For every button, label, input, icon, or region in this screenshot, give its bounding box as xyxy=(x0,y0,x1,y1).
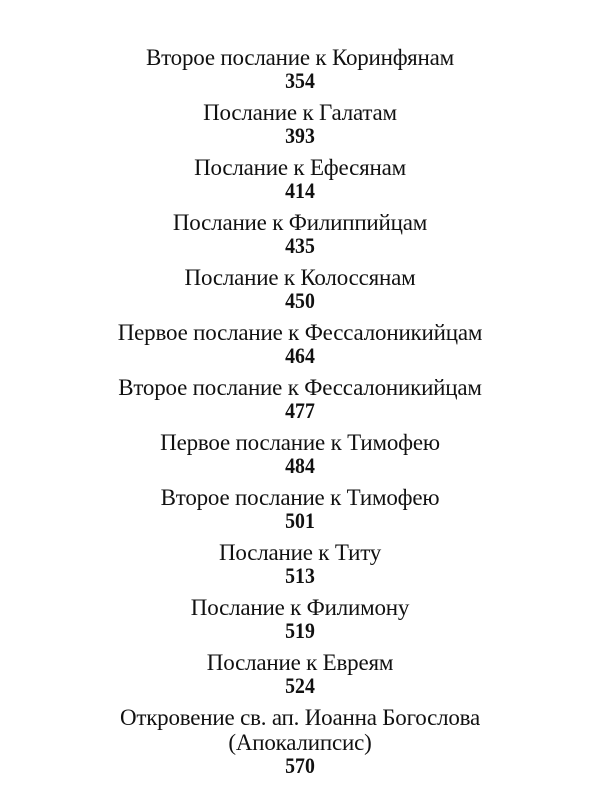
toc-entry xyxy=(0,595,600,642)
toc-entry-page: 570 xyxy=(285,753,315,778)
toc-entry-page: 524 xyxy=(285,673,315,698)
toc-entry-page: 435 xyxy=(285,233,315,258)
toc-entry-title: Послание к Галатам xyxy=(203,100,397,125)
toc-entry-page: 464 xyxy=(285,343,315,368)
toc-entry-title: Послание к Филиппийцам xyxy=(172,210,428,235)
toc-entry xyxy=(0,375,600,422)
toc-entry xyxy=(0,265,600,312)
toc-entry-page: 414 xyxy=(285,178,315,203)
toc-entry-title: Послание к Титу xyxy=(218,540,382,565)
toc-entry-title: Второе послание к Тимофею xyxy=(160,485,440,510)
toc-entry xyxy=(0,705,600,777)
toc-entry-page: 354 xyxy=(285,68,315,93)
toc-entry xyxy=(0,155,600,202)
toc-entry-page: 477 xyxy=(285,398,315,423)
table-of-contents xyxy=(0,45,600,785)
toc-entry-page: 484 xyxy=(285,453,315,478)
toc-entry xyxy=(0,320,600,367)
toc-entry-page: 519 xyxy=(285,618,315,643)
toc-entry-title: Послание к Филимону xyxy=(190,595,410,620)
toc-entry-page: 501 xyxy=(285,508,315,533)
toc-entry-title: Первое послание к Тимофею xyxy=(160,430,440,455)
toc-entry xyxy=(0,210,600,257)
toc-entry-page: 513 xyxy=(285,563,315,588)
toc-entry xyxy=(0,650,600,697)
toc-entry xyxy=(0,430,600,477)
toc-entry-title: Послание к Колоссянам xyxy=(184,265,416,290)
toc-entry-title: Первое послание к Фессалоникийцам xyxy=(117,320,483,345)
toc-entry xyxy=(0,100,600,147)
toc-entry xyxy=(0,540,600,587)
toc-entry-title: Откровение св. ап. Иоанна Богослова xyxy=(119,705,481,730)
toc-entry-page: 393 xyxy=(285,123,315,148)
toc-entry-title: Второе послание к Коринфянам xyxy=(145,45,455,70)
toc-entry xyxy=(0,485,600,532)
toc-entry xyxy=(0,45,600,92)
toc-entry-title-line2: (Апокалипсис) xyxy=(228,730,372,755)
toc-entry-title: Второе послание к Фессалоникийцам xyxy=(118,375,482,400)
toc-entry-page: 450 xyxy=(285,288,315,313)
toc-entry-title: Послание к Ефесянам xyxy=(194,155,406,180)
toc-entry-title: Послание к Евреям xyxy=(206,650,394,675)
